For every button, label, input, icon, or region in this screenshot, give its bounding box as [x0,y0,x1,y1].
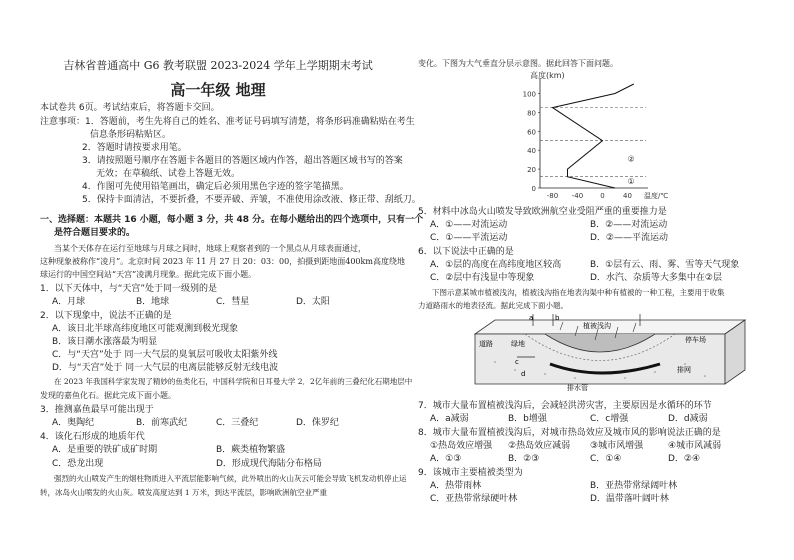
q6-stem: 6．以下说法中正确的是 [418,247,514,257]
q2-option-a: A．该日北半球高纬度地区可能观测到极光现象 [52,324,239,334]
q6-option-b: B．①层有云、雨、雾、雪等天气现象 [590,260,740,270]
notes-line1b: 信息条形码粘贴区。 [90,130,172,140]
q9-option-c: C．亚热带常绿硬叶林 [430,494,518,504]
notes-line1: 注意事项：1．答题前，考生先将自己的姓名、准考证号码填写清楚，将条形码准确粘贴在考生 [40,117,415,127]
notes-line3b: 无效；在草稿纸、试卷上答题无效。 [96,169,241,179]
chart-x-tick-label: -80 [546,192,559,200]
diagram-label-a: a [529,314,534,322]
diagram-label-b: b [555,314,560,322]
swale-diagram [455,312,760,397]
q3-option-a: A．奥陶纪 [52,418,95,428]
q4-option-d: D．形成现代海陆分布格局 [216,459,322,469]
section1-line2: 是符合题目要求的。 [54,228,136,238]
passage1-line2: 这种现象被称作“凌月”。北京时间 2023 年 11 月 27 日 20：03：00，拍摄到距地面400km高度绕地 [40,257,405,266]
chart-y-tick-label: 80 [527,109,536,118]
q1-option-d: D．太阳 [296,297,330,307]
q2-option-b: B．该日潮水涨落最为明显 [52,337,158,347]
passage1-line3: 球运行的中国空间站“天宫”凌满月现象。据此完成下面小题。 [40,270,257,279]
passage3-line1: 强烈的火山喷发产生的烟柱物质进入平流层能影响气候，此外喷出的火山灰云可能会导致飞机发动机停止运 [54,474,407,483]
exam-title: 吉林省普通高中 G6 教考联盟 2023-2024 学年上学期期末考试 [63,59,373,72]
q4-option-a: A．是重要的铁矿成矿时期 [52,445,158,455]
q6-option-c: C．②层中有浅显中等现象 [430,273,535,283]
chart-x-tick-label: 0 [600,192,605,200]
q8-option-b: B．②③ [508,454,540,464]
chart-x-tick-label: -40 [571,192,584,200]
q4-stem: 4．该化石形成的地质年代 [40,432,145,442]
chart-layer-label-2: ② [627,154,635,164]
q1-option-a: A．月球 [52,297,86,307]
q9-option-b: B．亚热带常绿阔叶林 [590,481,678,491]
chart-temperature-curve [553,84,634,188]
chart-ylabel: 高度(km) [530,71,565,80]
q1-option-c: C．彗星 [216,297,250,307]
q8-item-2: ②热岛效应减弱 [508,441,571,451]
chart-y-tick-label: 0 [531,185,536,193]
chart-y-tick-label: 60 [527,128,536,137]
q7-option-c: C．c增强 [590,414,629,424]
q8-item-4: ④城市风减弱 [668,441,722,451]
diagram-label-green: 绿地 [511,340,525,348]
q9-stem: 9．该城市主要植被类型为 [418,468,523,478]
diagram-label-pipe: 排水管 [567,384,588,392]
passage3b-line1: 变化。下图为大气垂直分层示意图。据此回答下面问题。 [418,59,618,68]
notes-line5: 5．保持卡面清洁，不要折叠，不要弄破、弄皱，不准使用涂改液、修正带、刮纸刀。 [82,195,421,205]
chart-x-tick-label: 40 [623,192,632,200]
diagram-label-parking: 停车场 [685,336,706,344]
q4-option-b: B．蕨类植物繁盛 [216,445,286,455]
q3-stem: 3．推测嘉鱼最早可能出现于 [40,405,154,415]
q4-option-c: C．恐龙出现 [52,459,104,469]
q1-option-b: B．地球 [136,297,170,307]
q5-option-b: B．②——对流运动 [590,220,668,230]
passage3-line2: 转，冰岛火山喷发的火山灰。喷发高度达到 1 万米，到达平流层，影响欧洲航空业严重 [40,488,328,497]
q6-option-d: D．水汽、杂质等大多集中在②层 [590,273,722,283]
diagram-label-d: d [521,370,526,378]
passage2-line2: 发现的嘉鱼化石。据此完成下面小题。 [40,391,176,400]
diagram-label-road: 道路 [479,340,493,348]
q3-option-c: C．三叠纪 [216,418,259,428]
notes-line0: 本试卷共 6页。考试结束后，将答题卡交回。 [40,103,220,113]
q3-option-d: D．侏罗纪 [296,418,339,428]
chart-y-tick-label: 40 [527,147,536,156]
passage4-line2: 力道路雨水的地表径流。据此完成下面小题。 [418,301,568,310]
diagram-label-outlet: 排网 [677,366,691,374]
q7-option-a: A．a减弱 [430,414,469,424]
q9-option-a: A．热带雨林 [430,481,482,491]
q8-item-3: ③城市风增强 [590,441,644,451]
diagram-label-ditch: 植被浅沟 [583,322,611,330]
chart-xlabel: 温度/℃ [644,192,669,200]
passage2-line1: 在 2023 年我国科学家发现了精妙的鱼类化石，中国科学院和日耳曼大学 2．2亿年前的三叠纪化石期地层中 [54,377,413,386]
q3-option-b: B．前寒武纪 [136,418,188,428]
q7-option-d: D．d减弱 [668,414,708,424]
chart-layer-label-1: ① [627,177,635,187]
q6-option-a: A．①层的高度在高纬度地区较高 [430,260,562,270]
chart-y-tick-label: 100 [522,90,536,99]
notes-line2: 2．答题时请按要求用笔。 [82,143,187,153]
q2-stem: 2．以下现象中，说法不正确的是 [40,311,172,321]
q8-option-d: D．②④ [668,454,701,464]
chart-y-tick-label: 20 [527,166,536,175]
q8-item-1: ①热岛效应增强 [430,441,493,451]
passage1-line1: 当某个天体存在运行至地球与月球之间时，地球上观察者到的一个黑点从月球表面通过， [54,244,366,253]
notes-line4: 4．作图可先使用铅笔画出，确定后必须用黑色字迹的签字笔描黑。 [82,182,349,192]
notes-line3: 3．请按照题号顺序在答题卡各题目的答题区域内作答，超出答题区域书写的答案 [82,156,403,166]
q5-option-c: C．①——平流运动 [430,233,508,243]
q2-option-d: D．与“天宫”处于 同一大气层的电离层能够反射无线电波 [52,363,279,373]
q8-option-a: A．①③ [430,454,462,464]
q1-stem: 1．以下天体中，与“天宫”处于同一级别的是 [40,284,218,294]
section1-line1: 一、选择题：本题共 16 小题，每小题 3 分，共 48 分。在每小题给出的四个选项中，只有一个 [40,215,424,225]
q5-stem: 5．材料中冰岛火山喷发导致欧洲航空业受阻严重的重要推力是 [418,207,667,217]
q5-option-d: D．②——平流运动 [590,233,668,243]
q8-option-c: C．①④ [590,454,622,464]
atmosphere-chart [500,66,675,201]
q7-stem: 7．城市大量布置植被浅沟后，会减轻洪涝灾害，主要原因是水循环的环节 [418,401,712,411]
exam-subject: 高一年级 地理 [170,81,266,99]
q7-option-b: B．b增强 [508,414,547,424]
diagram-label-c: c [515,358,519,366]
q9-option-d: D．温带落叶阔叶林 [590,494,669,504]
q5-option-a: A．①——对流运动 [430,220,508,230]
q8-stem: 8．城市大量布置植被浅沟后，对城市热岛效应及城市风的影响说法正确的是 [418,428,721,438]
q2-option-c: C．与“天宫”处于 同一大气层的臭氧层可吸收太阳紫外线 [52,350,278,360]
passage4-line1: 下图示意某城市植被浅沟，植被浅沟指在地表沟渠中种有植被的一种工程，主要用于收集 [432,288,725,297]
